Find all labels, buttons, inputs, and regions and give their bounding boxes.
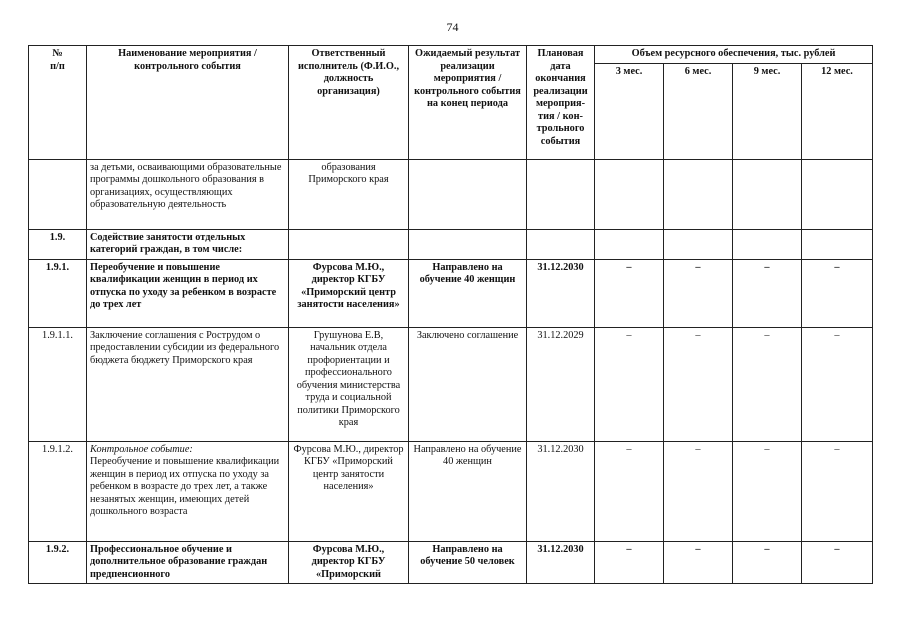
row-m9: [733, 229, 802, 259]
row-expected: Направлено на обучение 50 человек: [409, 541, 527, 584]
col-header-6m: 6 мес.: [664, 63, 733, 159]
row-m6: –: [664, 441, 733, 541]
row-m6: [664, 159, 733, 229]
col-header-9m: 9 мес.: [733, 63, 802, 159]
table-row: [29, 259, 873, 327]
row-m6: –: [664, 541, 733, 584]
col-header-num: № п/п: [29, 46, 87, 160]
row-m3: –: [595, 259, 664, 327]
row-date: 31.12.2030: [527, 259, 595, 327]
row-responsible: [289, 229, 409, 259]
row-m9: [733, 159, 802, 229]
row-m12: –: [802, 541, 873, 584]
row-m9: –: [733, 441, 802, 541]
row-expected: Направлено на обучение 40 женщин: [409, 259, 527, 327]
row-name: Содействие занятости отдельных категорий граждан, в том числе:: [87, 229, 289, 259]
table-row: [29, 441, 873, 541]
row-m3: –: [595, 541, 664, 584]
row-name-cell: [87, 441, 289, 541]
row-num: 1.9.1.2.: [29, 441, 87, 541]
row-m6: –: [664, 327, 733, 441]
row-m6: –: [664, 259, 733, 327]
page-number: 74: [446, 20, 459, 34]
action-plan-table: [28, 45, 873, 584]
row-m12: –: [802, 441, 873, 541]
row-num: [29, 159, 87, 229]
row-num: 1.9.1.1.: [29, 327, 87, 441]
row-responsible: Фурсова М.Ю., директор КГБУ «Приморский центр занятости населения»: [289, 259, 409, 327]
row-m3: [595, 159, 664, 229]
table-row: [29, 327, 873, 441]
row-date: 31.12.2029: [527, 327, 595, 441]
row-responsible: образования Приморского края: [289, 159, 409, 229]
row-responsible: Фурсова М.Ю., директор КГБУ «Приморский: [289, 541, 409, 584]
row-m9: –: [733, 259, 802, 327]
row-responsible: Грушунова Е.В, начальник отдела профориентации и профессионального обучения министерства труда и социальной политики Приморского края: [289, 327, 409, 441]
row-name: Заключение соглашения с Рострудом о предоставлении субсидии из федерального бюджета бюджету Приморского края: [87, 327, 289, 441]
table-row: [29, 541, 873, 584]
row-responsible: Фурсова М.Ю., директор КГБУ «Приморский центр занятости населения»: [289, 441, 409, 541]
row-name: Переобучение и повышение квалификации женщин в период их отпуска по уходу за ребенком в возрасте до трех лет: [87, 259, 289, 327]
row-m3: [595, 229, 664, 259]
row-m9: –: [733, 541, 802, 584]
row-m12: [802, 229, 873, 259]
header-row-1: [29, 46, 873, 64]
row-m6: [664, 229, 733, 259]
row-name: за детьми, осваивающими образовательные программы дошкольного образования в организациях, осуществляющих образовательную деятельность: [87, 159, 289, 229]
col-header-3m: 3 мес.: [595, 63, 664, 159]
row-date: [527, 159, 595, 229]
table-row: [29, 229, 873, 259]
row-name: Профессиональное обучение и дополнительное образование граждан предпенсионного: [87, 541, 289, 584]
row-m12: –: [802, 327, 873, 441]
row-expected: [409, 229, 527, 259]
row-m12: [802, 159, 873, 229]
row-m3: –: [595, 441, 664, 541]
col-header-responsible: Ответственный исполнитель (Ф.И.О., должность организация): [289, 46, 409, 160]
control-event-label: Контрольное событие:: [90, 443, 193, 455]
row-m3: –: [595, 327, 664, 441]
col-header-expected: Ожидаемый результат реализации мероприятия / контрольного события на конец периода: [409, 46, 527, 160]
row-expected: Заключено соглашение: [409, 327, 527, 441]
row-num: 1.9.1.: [29, 259, 87, 327]
col-header-planned-date: Плановая дата окончания реализации мероприя-тия / кон-трольного события: [527, 46, 595, 160]
row-name: Переобучение и повышение квалификации женщин в период их отпуска по уходу за ребенком в возрасте до трех лет, а также незанятых женщин, имеющих детей дошкольного возраста: [90, 456, 280, 518]
row-date: 31.12.2030: [527, 541, 595, 584]
table-row: [29, 159, 873, 229]
row-date: 31.12.2030: [527, 441, 595, 541]
row-m12: –: [802, 259, 873, 327]
row-num: 1.9.: [29, 229, 87, 259]
row-m9: –: [733, 327, 802, 441]
row-num: 1.9.2.: [29, 541, 87, 584]
col-header-name: Наименование мероприятия / контрольного события: [87, 46, 289, 160]
col-header-resource-group: Объем ресурсного обеспечения, тыс. рублей: [595, 46, 873, 64]
row-expected: Направлено на обучение 40 женщин: [409, 441, 527, 541]
row-date: [527, 229, 595, 259]
col-header-12m: 12 мес.: [802, 63, 873, 159]
row-expected: [409, 159, 527, 229]
